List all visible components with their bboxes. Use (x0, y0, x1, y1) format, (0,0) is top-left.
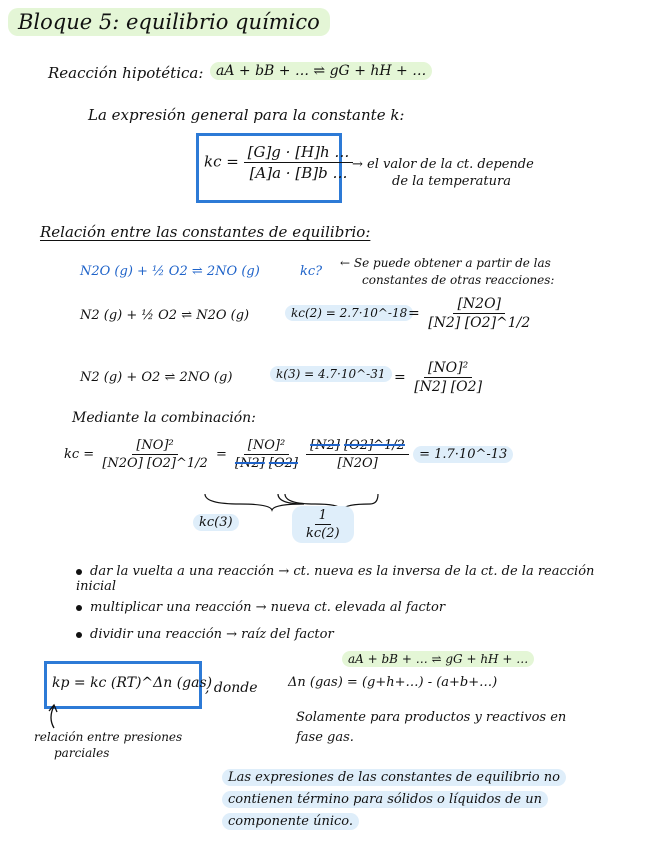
reaction-3: N2 (g) + O2 ⇌ 2NO (g) (80, 370, 233, 385)
combo-f2-num: [NO]² (244, 438, 289, 455)
under2-den: kc(2) (306, 526, 340, 541)
reaction-1: N2O (g) + ½ O2 ⇌ 2NO (g) (80, 264, 260, 279)
kp-arrow-icon (42, 702, 62, 730)
final-note-1: Las expresiones de las constantes de equilibrio no (222, 769, 566, 786)
combo-f3-num-b: [O2]^1/2 (344, 438, 405, 453)
gas-note-2: fase gas. (296, 730, 354, 745)
kp-reaction: aA + bB + … ⇌ gG + hH + … (342, 651, 534, 667)
combo-lhs: kc = (64, 447, 95, 462)
reaction-2: N2 (g) + ½ O2 ⇌ N2O (g) (80, 308, 250, 323)
hyp-label: Reacción hipotética: (48, 64, 204, 82)
page-title: Bloque 5: equilibrio químico (8, 8, 330, 36)
reaction-1-k: kc? (300, 264, 323, 279)
relation-heading: Relación entre las constantes de equilibrio: (40, 223, 371, 241)
final-note-2: contienen término para sólidos o líquidos de un (222, 791, 548, 808)
reaction-2-expr-num: [N2O] (453, 296, 505, 314)
bullet-2: multiplicar una reacción → nueva ct. elevada al factor (76, 600, 445, 615)
underbrace-label-2 (292, 506, 354, 543)
combo-f3-den: [N2O] (337, 456, 378, 471)
reaction-3-expr-den: [N2] [O2] (414, 379, 483, 395)
kc-note-1: → el valor de la ct. depende (352, 157, 534, 172)
bullet-3: dividir una reacción → raíz del factor (76, 627, 334, 642)
reaction-2-expr: = $\frac{[N2O]}{[N2] [O2]\^{}1/2}$ (408, 296, 534, 331)
combo-f2-den-b: [O2] (268, 456, 298, 471)
kp-arrow-note-1: relación entre presiones (34, 730, 183, 744)
bullet-dot (76, 605, 82, 611)
bullet-dot (76, 569, 82, 575)
reaction-3-k: k(3) = 4.7·10^-31 (270, 366, 392, 382)
underbrace-1 (205, 494, 304, 510)
kc-note-2: de la temperatura (392, 174, 511, 189)
kc-numerator: [G]g · [H]h … (244, 143, 354, 163)
bullet-dot (76, 632, 82, 638)
underbrace-label-1: kc(3) (193, 514, 239, 531)
kc-denominator: [A]a · [B]b … (249, 164, 348, 182)
reaction-2-expr-den: [N2] [O2]^1/2 (428, 315, 531, 331)
kc-expression (204, 143, 353, 182)
bullet-1: dar la vuelta a una reacción → ct. nueva es la inversa de la ct. de la reacción inicial (76, 564, 595, 594)
combo-f1-den: [N2O] [O2]^1/2 (102, 456, 208, 471)
combination-label: Mediante la combinación: (72, 410, 256, 426)
kp-donde: , donde (205, 680, 258, 696)
reaction-3-expr: = $\frac{\text{[NO]²}}{[N2] [O2]}$ (394, 360, 486, 395)
reaction-3-expr-num: [NO]² (424, 360, 472, 378)
combo-f3-num-a: [N2] (310, 438, 340, 453)
final-note-3: componente único. (222, 813, 359, 830)
combo-f2-den-a: [N2] (234, 456, 265, 471)
general-expr-label: La expresión general para la constante k: (88, 106, 405, 124)
combo-result: = 1.7·10^-13 (413, 446, 513, 463)
kp-formula: kp = kc (RT)^Δn (gas) (52, 675, 213, 691)
reaction-2-k: kc(2) = 2.7·10^-18 (285, 305, 413, 321)
combination-expression: kc = $\frac{\text{[NO]²}}{[N2O] [O2]\^{}1/2}$ = $\frac{\text{[NO]²}}{[N2] [O2]}$ $\frac{[N2] [O2]\^{}1/2}{[N2O]}$ = 1.7·10^-13 (64, 438, 513, 471)
gas-note-1: Solamente para productos y reactivos en (296, 710, 567, 725)
reaction-1-note-1: ← Se puede obtener a partir de las (340, 256, 551, 270)
under2-num: 1 (315, 508, 331, 525)
reaction-1-note-2: constantes de otras reacciones: (362, 273, 555, 287)
kc-lhs: kc = (204, 152, 239, 171)
final-note (222, 766, 566, 830)
combo-f1-num: [NO]² (132, 438, 177, 455)
hyp-reaction: aA + bB + … ⇌ gG + hH + … (210, 62, 432, 80)
kp-arrow-note-2: parciales (54, 746, 110, 760)
delta-n-formula: Δn (gas) = (g+h+…) - (a+b+…) (288, 675, 498, 690)
